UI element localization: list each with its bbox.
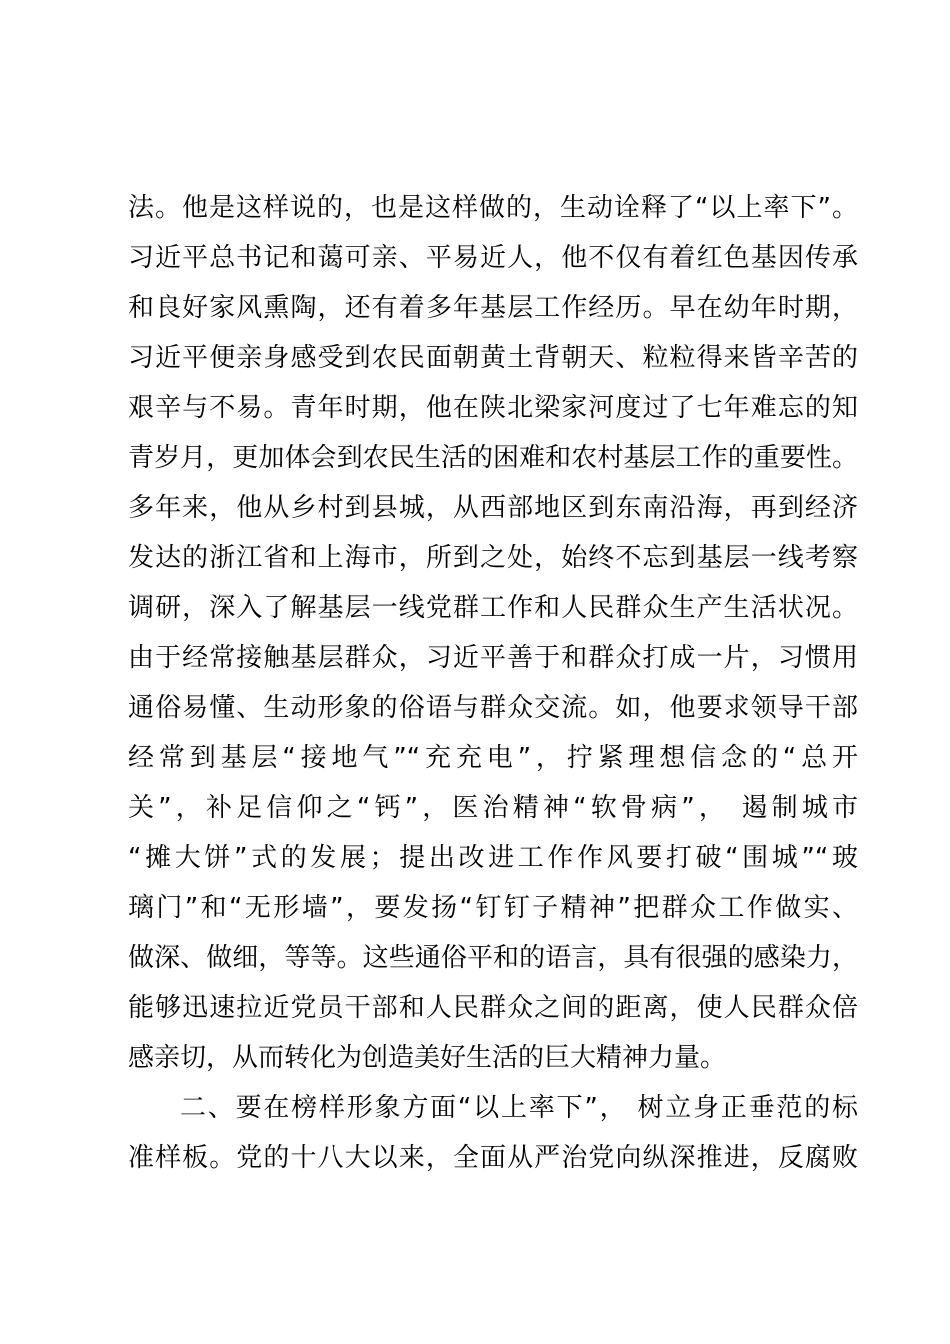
text-line: 准样板。党的十八大以来，全面从严治党向纵深推进，反腐败: [128, 1143, 858, 1173]
text-line: 璃门”和“无形墙”，要发扬“钉钉子精神”把群众工作做实、: [128, 893, 858, 923]
text-line: 二、要在榜样形象方面“以上率下”， 树立身正垂范的标: [180, 1093, 858, 1123]
text-line: 能够迅速拉近党员干部和人民群众之间的距离，使人民群众倍: [128, 993, 858, 1023]
text-line: 感亲切，从而转化为创造美好生活的巨大精神力量。: [128, 1043, 727, 1073]
paragraph: [128, 183, 858, 1083]
text-line: 法。他是这样说的，也是这样做的，生动诠释了“以上率下”。: [128, 193, 858, 223]
text-line: 习近平便亲身感受到农民面朝黄土背朝天、粒粒得来皆辛苦的: [128, 343, 858, 373]
text-line: 和良好家风熏陶，还有着多年基层工作经历。早在幼年时期，: [128, 293, 858, 323]
text-line: 发达的浙江省和上海市，所到之处，始终不忘到基层一线考察: [128, 543, 858, 573]
text-line: 由于经常接触基层群众，习近平善于和群众打成一片，习惯用: [128, 643, 858, 673]
text-line: 艰辛与不易。青年时期，他在陕北梁家河度过了七年难忘的知: [128, 393, 858, 423]
text-line: 调研，深入了解基层一线党群工作和人民群众生产生活状况。: [128, 593, 858, 623]
text-line: 习近平总书记和蔼可亲、平易近人，他不仅有着红色基因传承: [128, 243, 858, 273]
text-line: 青岁月，更加体会到农民生活的困难和农村基层工作的重要性。: [128, 443, 858, 473]
text-line: “摊大饼”式的发展；提出改进工作作风要打破“围城”“玻: [128, 843, 858, 873]
text-line: 多年来，他从乡村到县城，从西部地区到东南沿海，再到经济: [128, 493, 858, 523]
text-line: 通俗易懂、生动形象的俗语与群众交流。如，他要求领导干部: [128, 693, 858, 723]
text-line: 做深、做细，等等。这些通俗平和的语言，具有很强的感染力，: [128, 943, 858, 973]
paragraph: [128, 1083, 858, 1183]
text-line: 关”，补足信仰之“钙”，医治精神“软骨病”， 遏制城市: [128, 793, 858, 823]
body-text: [128, 183, 858, 1183]
text-line: 经常到基层“接地气”“充充电”，拧紧理想信念的“总开: [128, 743, 858, 773]
